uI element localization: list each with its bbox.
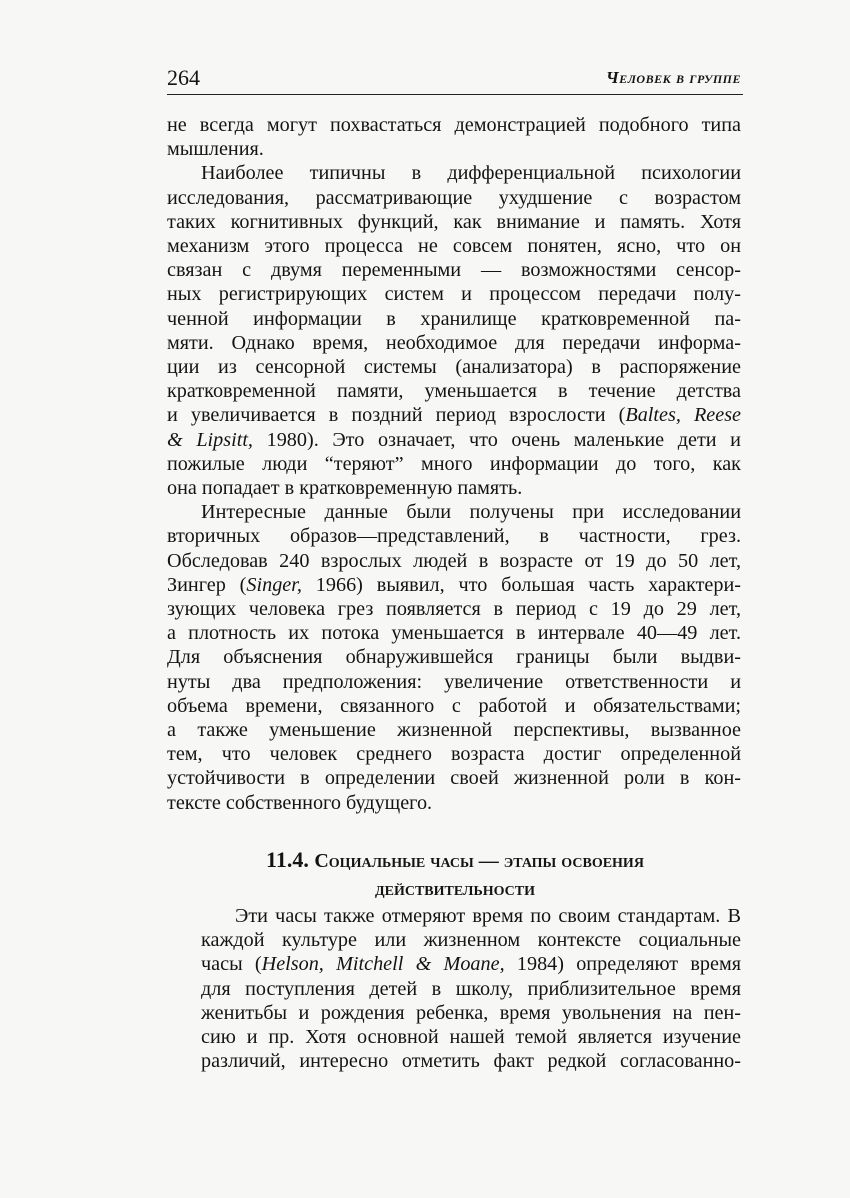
text-line: а также уменьшение жизненной перспективы, вызванное bbox=[167, 719, 741, 742]
text-line: связан с двумя переменными — возможностями сенсор- bbox=[167, 259, 741, 282]
text-segment: 1984) определяют время bbox=[504, 953, 742, 976]
citation-authors: Singer, bbox=[246, 573, 302, 596]
text-line: таких когнитивных функций, как внимание и память. Хотя bbox=[167, 210, 741, 233]
text-line: пожилые люди “теряют” много информации до того, как bbox=[167, 452, 741, 475]
section-heading bbox=[167, 846, 743, 903]
paragraph bbox=[167, 904, 741, 1073]
text-segment: Зингер ( bbox=[167, 573, 247, 596]
text-line: женитьбы и рождения ребенка, время увольнения на пен- bbox=[201, 1001, 741, 1024]
body-text bbox=[167, 113, 741, 815]
text-segment: и увеличивается в поздний период взрослости ( bbox=[167, 404, 626, 427]
paragraph bbox=[167, 500, 741, 815]
text-line: устойчивости в определении своей жизненной роли в кон- bbox=[167, 767, 741, 790]
section-heading-line bbox=[167, 846, 743, 875]
text-line bbox=[167, 403, 741, 427]
text-line: сию и пр. Хотя основной нашей темой является изучение bbox=[201, 1026, 741, 1049]
text-line: мяти. Однако время, необходимое для передачи информа- bbox=[167, 331, 741, 354]
text-line: нуты два предположения: увеличение ответственности и bbox=[167, 670, 741, 693]
text-line: не всегда могут похвастаться демонстрацией подобного типа bbox=[167, 114, 741, 136]
page-header bbox=[167, 64, 743, 95]
text-line: Наиболее типичны в дифференциальной психологии bbox=[201, 162, 741, 185]
section-title: Социальные часы — этапы освоения bbox=[314, 850, 644, 872]
text-line: Интересные данные были получены при исследовании bbox=[201, 501, 741, 524]
running-title: Человек в группе bbox=[605, 68, 741, 87]
text-line: кратковременной памяти, уменьшается в течение детства bbox=[167, 380, 741, 403]
paragraph bbox=[167, 113, 741, 161]
citation-authors: & Lipsitt, bbox=[167, 428, 253, 451]
text-line: мышления. bbox=[167, 138, 264, 161]
paragraph bbox=[167, 161, 741, 500]
page-number: 264 bbox=[167, 65, 200, 90]
text-line: тексте собственного будущего. bbox=[167, 791, 433, 814]
section-number: 11.4. bbox=[266, 847, 309, 872]
text-line: а плотность их потока уменьшается в интервале 40—49 лет. bbox=[167, 622, 741, 645]
text-line bbox=[167, 428, 741, 452]
section-body-text bbox=[167, 904, 741, 1073]
text-line: Для объяснения обнаружившейся границы были выдви- bbox=[167, 646, 741, 669]
text-line bbox=[167, 573, 741, 597]
text-line: ных регистрирующих систем и процессом передачи полу- bbox=[167, 283, 741, 306]
text-line: вторичных образов—представлений, в частности, грез. bbox=[167, 525, 741, 548]
text-line: зующих человека грез появляется в период с 19 до 29 лет, bbox=[167, 598, 741, 621]
text-line: объема времени, связанного с работой и обязательствами; bbox=[167, 694, 741, 717]
text-line: она попадает в кратковременную память. bbox=[167, 477, 523, 500]
text-line: Обследовав 240 взрослых людей в возрасте от 19 до 50 лет, bbox=[167, 549, 741, 572]
text-segment: часы ( bbox=[201, 953, 262, 976]
citation-authors: Helson, Mitchell & Moane, bbox=[261, 953, 505, 976]
text-line: Эти часы также отмеряют время по своим стандартам. В bbox=[235, 905, 741, 927]
citation-authors: Baltes, Reese bbox=[625, 404, 742, 427]
text-line: тем, что человек среднего возраста достиг определенной bbox=[167, 743, 741, 766]
text-line: ченной информации в хранилище кратковременной па- bbox=[167, 307, 741, 330]
text-line: для поступления детей в школу, приблизительное время bbox=[201, 977, 741, 1000]
text-line: исследования, рассматривающие ухудшение с возрастом bbox=[167, 186, 741, 209]
text-segment: 1966) выявил, что большая часть характери- bbox=[301, 573, 742, 596]
text-line: механизм этого процесса не совсем понятен, ясно, что он bbox=[167, 235, 741, 258]
text-line bbox=[167, 952, 741, 976]
text-segment: 1980). Это означает, что очень маленькие дети и bbox=[252, 428, 741, 451]
section-title-continued: действительности bbox=[374, 878, 535, 900]
text-line: различий, интересно отметить факт редкой согласованно- bbox=[201, 1050, 741, 1073]
text-line: ции из сенсорной системы (анализатора) в распоряжение bbox=[167, 356, 741, 379]
text-line: каждой культуре или жизненном контексте социальные bbox=[201, 929, 741, 952]
